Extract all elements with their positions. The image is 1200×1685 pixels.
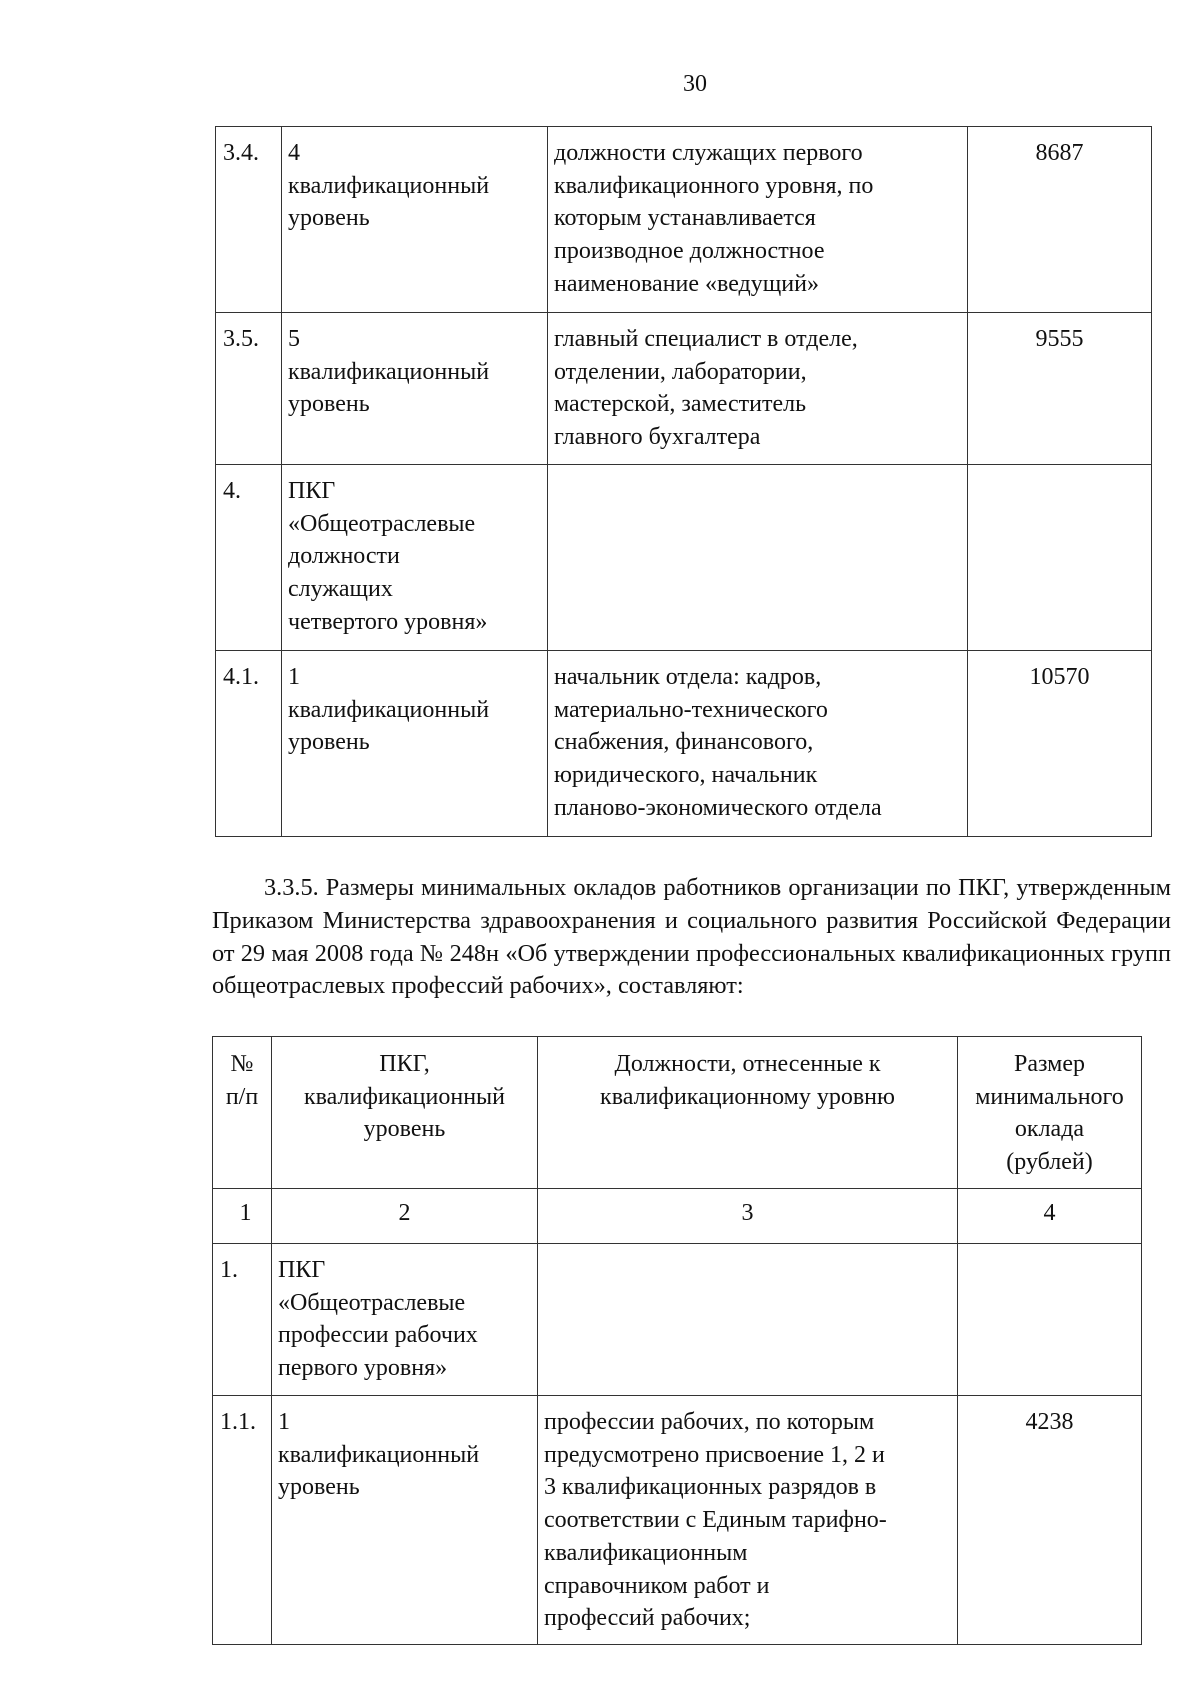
table-row [213, 1396, 1142, 1645]
qualification-level: 4 квалификационный уровень [282, 127, 548, 313]
qualification-group: ПКГ «Общеотраслевые должности служащих четвертого уровня» [282, 465, 548, 651]
positions-cell: профессии рабочих, по которым предусмотрено присвоение 1, 2 и 3 квалификационных разрядов в соответствии с Единым тарифно- квалификационным справочником работ и профессий рабочих; [538, 1396, 958, 1645]
row-number: 1. [213, 1244, 272, 1396]
salary-cell [958, 1244, 1142, 1396]
section-paragraph-3-3-5: 3.3.5. Размеры минимальных окладов работников организации по ПКГ, утвержденным Приказом Министерства здравоохранения и социального развития Российской Федерации от 29 мая 2008 года № 248н «Об утверждении профессиональных квалификационных групп общеотраслевых профессий рабочих», составляют: [212, 874, 1171, 1000]
salary-cell: 4238 [958, 1396, 1142, 1645]
positions-cell: начальник отдела: кадров, материально-технического снабжения, финансового, юридического, начальник планово-экономического отдела [548, 651, 968, 837]
positions-cell: должности служащих первого квалификационного уровня, по которым устанавливается производное должностное наименование «ведущий» [548, 127, 968, 313]
row-number: 1.1. [213, 1396, 272, 1645]
table-header-row [213, 1037, 1142, 1189]
table-row [216, 465, 1152, 651]
row-number: 4.1. [216, 651, 282, 837]
positions-cell [548, 465, 968, 651]
column-index: 1 [213, 1189, 272, 1244]
positions-cell [538, 1244, 958, 1396]
column-index-row [213, 1189, 1142, 1244]
qualification-level: 5 квалификационный уровень [282, 313, 548, 465]
page-number: 30 [683, 71, 707, 97]
table-row [216, 651, 1152, 837]
salary-cell [968, 465, 1152, 651]
column-index: 3 [538, 1189, 958, 1244]
salary-cell: 8687 [968, 127, 1152, 313]
header-number: № п/п [213, 1037, 272, 1189]
row-number: 3.5. [216, 313, 282, 465]
salary-cell: 10570 [968, 651, 1152, 837]
header-qualification: ПКГ, квалификационный уровень [272, 1037, 538, 1189]
salary-cell: 9555 [968, 313, 1152, 465]
column-index: 4 [958, 1189, 1142, 1244]
table-row [216, 313, 1152, 465]
qualification-level: 1 квалификационный уровень [282, 651, 548, 837]
qualification-level: 1 квалификационный уровень [272, 1396, 538, 1645]
table-row [213, 1244, 1142, 1396]
row-number: 3.4. [216, 127, 282, 313]
column-index: 2 [272, 1189, 538, 1244]
salary-table-workers [212, 1036, 1142, 1645]
header-salary: Размер минимального оклада (рублей) [958, 1037, 1142, 1189]
salary-table-continued [215, 126, 1152, 837]
qualification-group: ПКГ «Общеотраслевые профессии рабочих первого уровня» [272, 1244, 538, 1396]
table-row [216, 127, 1152, 313]
header-positions: Должности, отнесенные к квалификационному уровню [538, 1037, 958, 1189]
row-number: 4. [216, 465, 282, 651]
positions-cell: главный специалист в отделе, отделении, лаборатории, мастерской, заместитель главного бухгалтера [548, 313, 968, 465]
